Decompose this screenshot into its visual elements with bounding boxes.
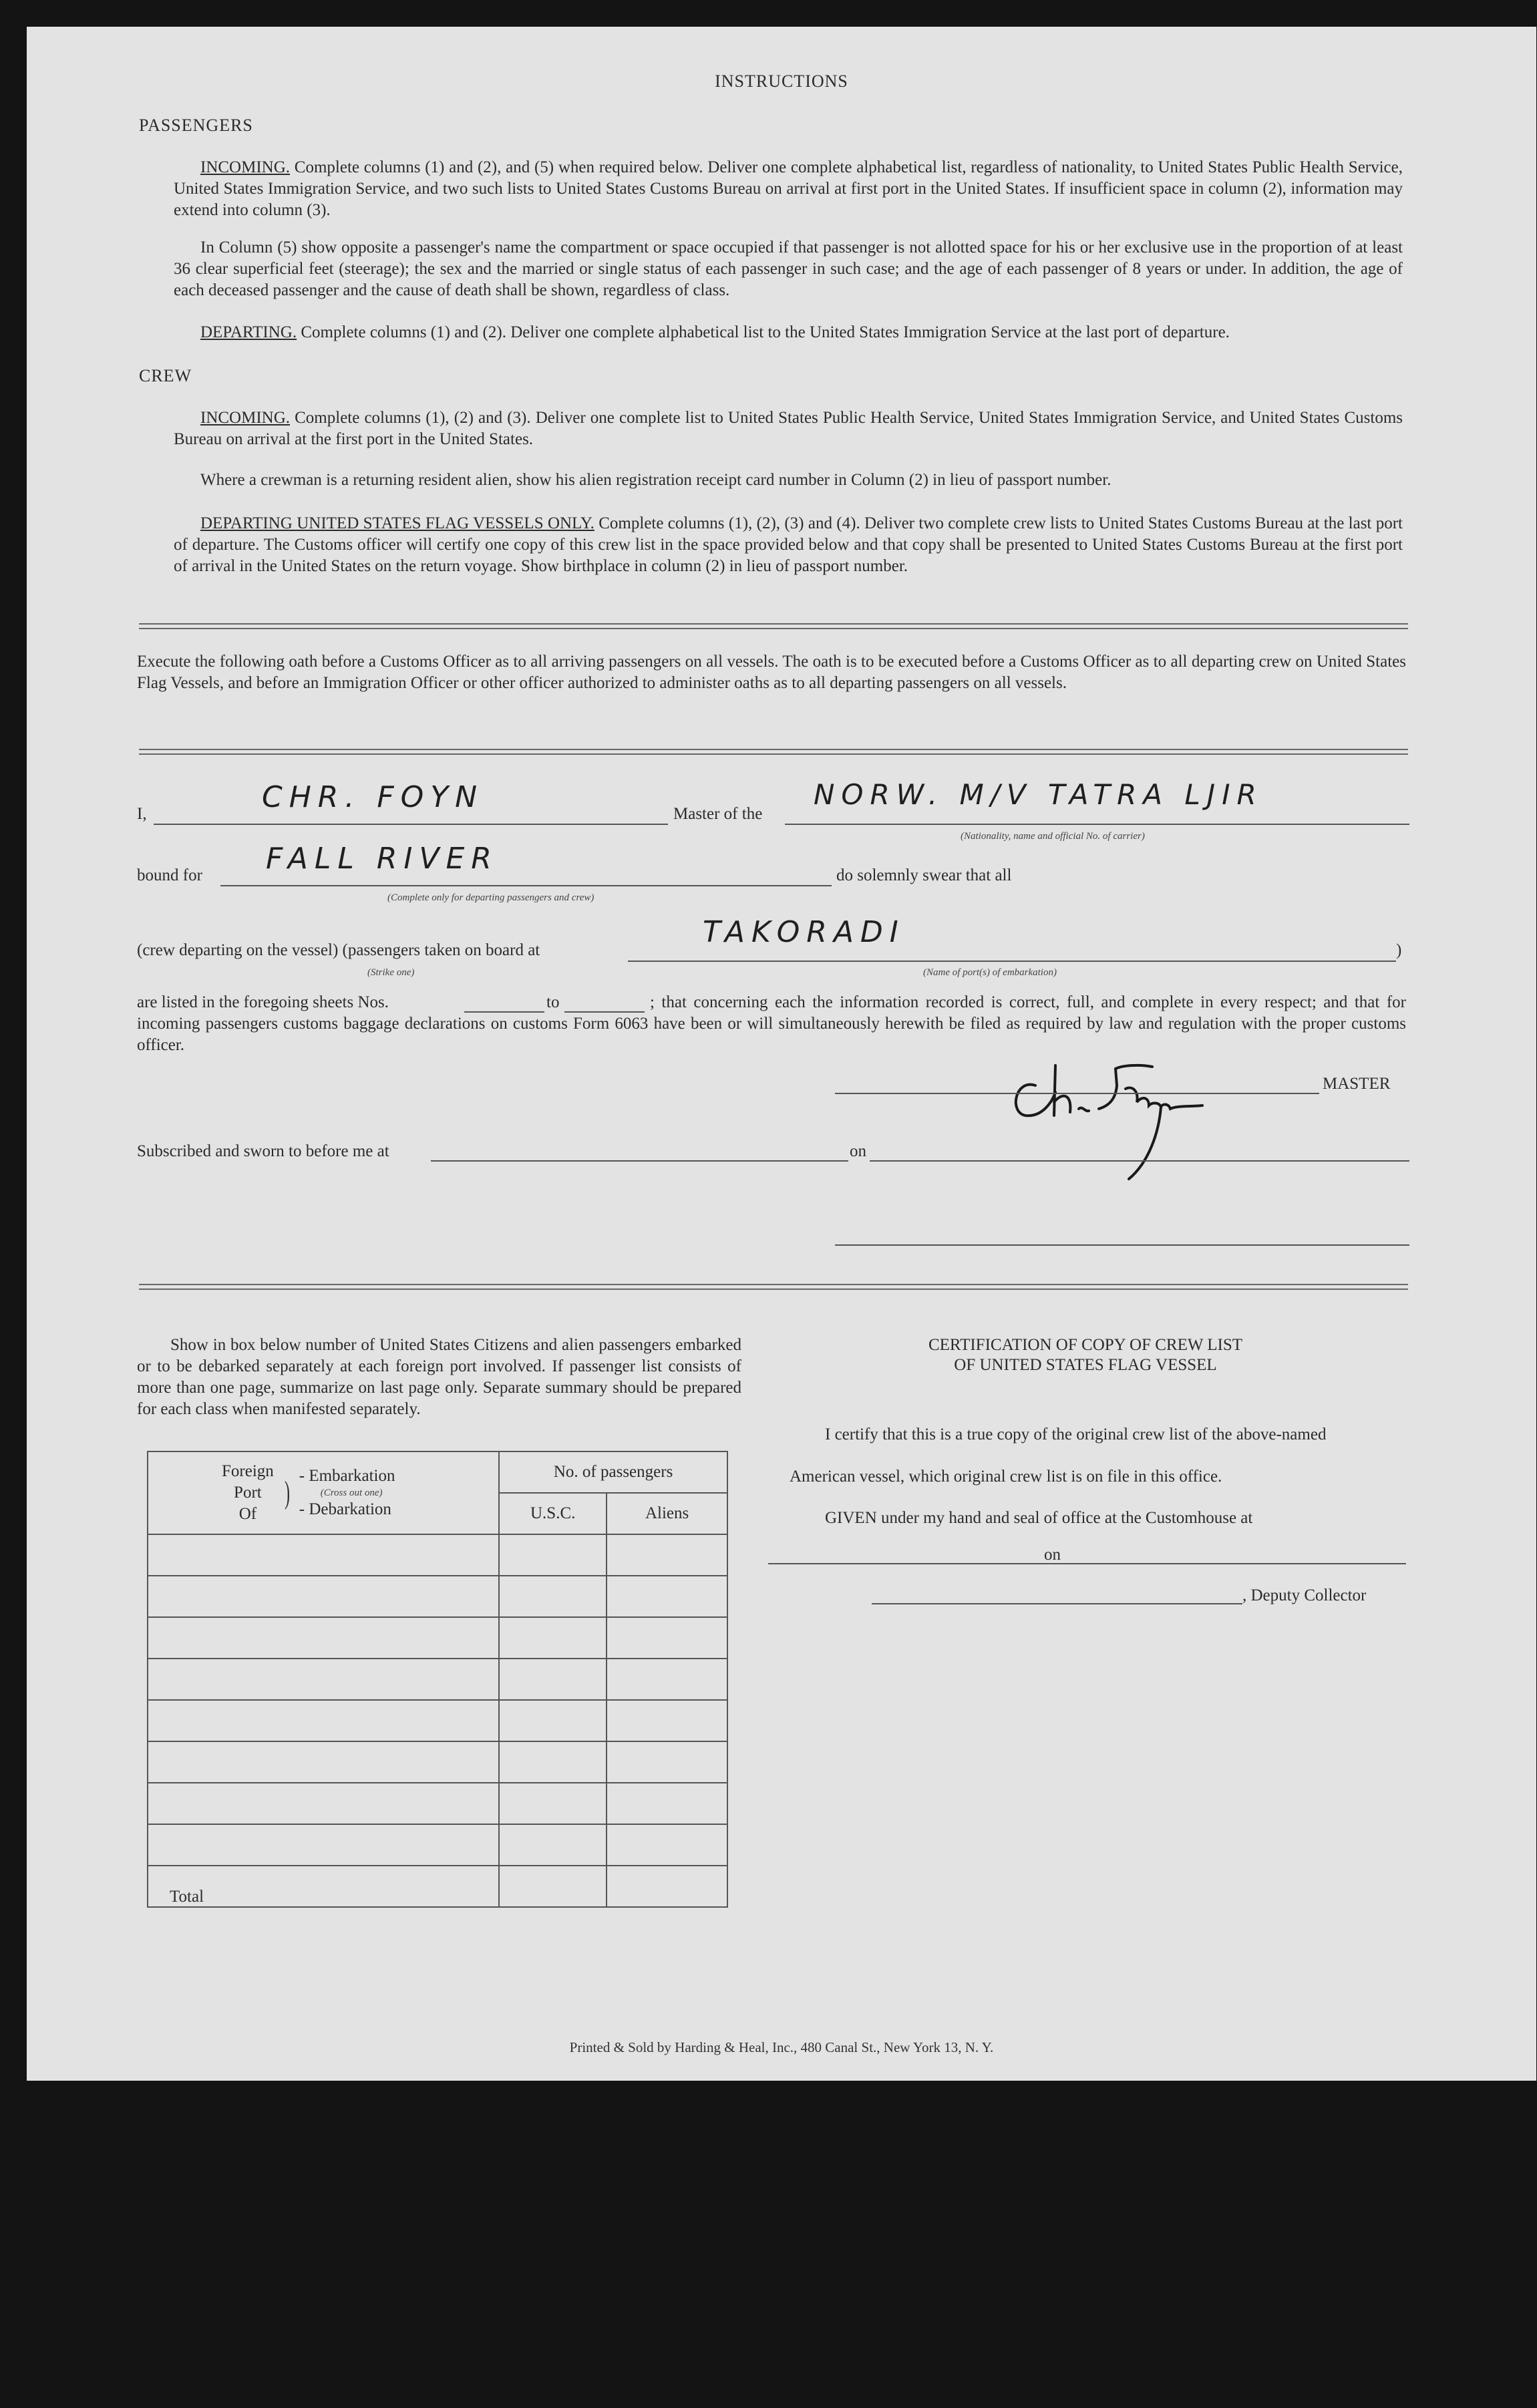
master-name-line [154,824,668,825]
passengers-incoming-paragraph [174,157,1403,221]
foreign-label: Foreign [222,1462,274,1480]
flag-vessels-text: Complete columns (1), (2), (3) and (4). Deliver two complete crew lists to United States Customs Bureau at the last port of departure. The Customs officer will certify one copy of this crew list in the space provided below and that copy shall be presented to United States Customs Bureau at the first port of arrival in the United States on the return voyage. Show birthplace in column (2) in lieu of passport number. [174,514,1403,575]
vessel-caption: (Nationality, name and official No. of carrier) [961,831,1145,842]
strike-caption: (Strike one) [367,967,415,978]
aliens-header: Aliens [607,1493,727,1534]
total-row [148,1866,727,1907]
table-row [148,1659,727,1700]
signature-line [835,1093,1319,1094]
form-page [27,27,1536,2081]
deputy-collector-label: , Deputy Collector [1242,1586,1367,1604]
table-row [148,1617,727,1659]
crew-passengers-text: (crew departing on the vessel) (passengers taken on board at [137,941,540,959]
section-divider [139,749,1408,755]
table-row [148,1824,727,1866]
total-label: Total [148,1866,499,1907]
crew-heading: CREW [139,366,192,385]
of-label: Of [238,1505,257,1523]
port-caption: (Name of port(s) of embarkation) [923,967,1057,978]
swear-text: do solemnly swear that all [836,866,1012,884]
cert-date-line [1065,1563,1406,1564]
section-divider [139,623,1408,629]
departing-label: DEPARTING. [200,323,297,341]
incoming-label: INCOMING. [200,158,291,176]
embarkation-port: TAKORADI [703,915,905,949]
subscribed-place-line [431,1160,848,1162]
usc-header: U.S.C. [499,1493,607,1534]
crew-incoming-text: Complete columns (1), (2) and (3). Deliver one complete list to United States Public Health Service, United States Immigration Service, and United States Customs Bureau on arrival at the first port in the United States. [174,409,1403,448]
table-row [148,1741,727,1783]
vessel-line [785,824,1409,825]
table-row [148,1534,727,1576]
departing-text: Complete columns (1) and (2). Deliver one complete alphabetical list to the United States Immigration Service at the last port of departure. [297,323,1230,341]
certification-title-1: CERTIFICATION OF COPY OF CREW LIST [928,1336,1243,1354]
incoming-text: Complete columns (1) and (2), and (5) when required below. Deliver one complete alphabetical list, regardless of nationality, to United States Public Health Service, United States Immigration Service, and two such lists to United States Customs Bureau on arrival at first port in the United States. If insufficient space in column (2), information may extend into column (3). [174,158,1403,219]
column5-paragraph: In Column (5) show opposite a passenger's name the compartment or space occupied if that passenger is not allotted space for his or her exclusive use in the proportion of at least 36 clear superficial feet (steerage); the sex and the married or single status of each passenger in such case; and the age of each passenger of 8 years or under. In addition, the age of each deceased passenger and the cause of death shall be shown, regardless of class. [174,238,1403,299]
subscribed-label: Subscribed and sworn to before me at [137,1142,389,1160]
port-label: Port [234,1484,262,1502]
given-text: GIVEN under my hand and seal of office at the Customhouse at [825,1509,1253,1527]
bound-for-label: bound for [137,866,202,884]
summary-instructions: Show in box below number of United States Citizens and alien passengers embarked or to be debarked separately at each foreign port involved. If passenger list consists of more than one page, summarize on last page only. Separate summary should be prepared for each class when manifested separately. [137,1336,741,1418]
resident-alien-paragraph: Where a crewman is a returning resident alien, show his alien registration receipt card number in Column (2) in lieu of passport number. [200,471,1112,489]
page-title: INSTRUCTIONS [715,71,848,91]
embarkation-option: - Embarkation [299,1467,395,1485]
master-label: MASTER [1323,1075,1391,1093]
table-row [148,1576,727,1617]
destination-line [220,885,832,886]
table-row [148,1700,727,1741]
subscribed-date-line [870,1160,1409,1162]
american-vessel-text: American vessel, which original crew list is on file in this office. [790,1468,1222,1486]
deputy-collector-line [872,1603,1242,1604]
cross-out-note: (Cross out one) [320,1488,383,1498]
certify-text: I certify that this is a true copy of the original crew list of the above-named [825,1425,1327,1443]
debarkation-option: - Debarkation [299,1500,391,1518]
section-divider [139,1284,1408,1290]
vessel-name: NORW. M/V TATRA LJIR [814,778,1263,811]
crew-incoming-label: INCOMING. [200,409,291,427]
master-signature [989,1039,1269,1186]
destination: FALL RIVER [266,842,498,876]
customhouse-line [768,1563,1069,1564]
oath-intro: Execute the following oath before a Customs Officer as to all arriving passengers on all vessels. The oath is to be executed before a Customs Officer as to all departing crew on United States Flag Vessels, and before an Immigration Officer or other officer authorized to administer oaths as to all departing passengers on all vessels. [137,653,1406,692]
close-paren: ) [1396,941,1402,959]
destination-caption: (Complete only for departing passengers and crew) [387,892,594,903]
master-name: CHR. FOYN [262,780,484,814]
passengers-departing-paragraph [174,322,1403,343]
i-label: I, [137,805,147,823]
officer-signature-line [835,1244,1409,1246]
cert-on-label: on [1044,1546,1061,1564]
to-label: to [546,993,560,1011]
embarkation-line [628,961,1396,962]
crew-incoming-paragraph [174,407,1403,450]
master-of-label: Master of the [673,805,763,823]
printer-footer: Printed & Sold by Harding & Heal, Inc., 480 Canal St., New York 13, N. Y. [569,2039,994,2055]
port-header-cell: Foreign Port Of ) - Embarkation (Cross out one) - Debarkation [148,1451,499,1534]
sheets-label: are listed in the foregoing sheets Nos. [137,993,389,1011]
table-row [148,1783,727,1824]
concerning-text: ; that concerning each the information recorded is correct, full, and complete in every respect; and that for incoming passengers customs baggage declarations on customs Form 6063 have been or will simultaneously herewith be filed as required by law and regulation with the proper customs officer. [137,993,1406,1054]
passengers-heading: PASSENGERS [139,116,253,135]
subscribed-on-label: on [850,1142,866,1160]
no-passengers-header: No. of passengers [499,1451,727,1493]
certification-title-2: OF UNITED STATES FLAG VESSEL [954,1356,1217,1374]
flag-vessels-paragraph [174,513,1403,577]
flag-vessels-label: DEPARTING UNITED STATES FLAG VESSELS ONLY. [200,514,594,532]
passenger-summary-table [147,1451,728,1908]
